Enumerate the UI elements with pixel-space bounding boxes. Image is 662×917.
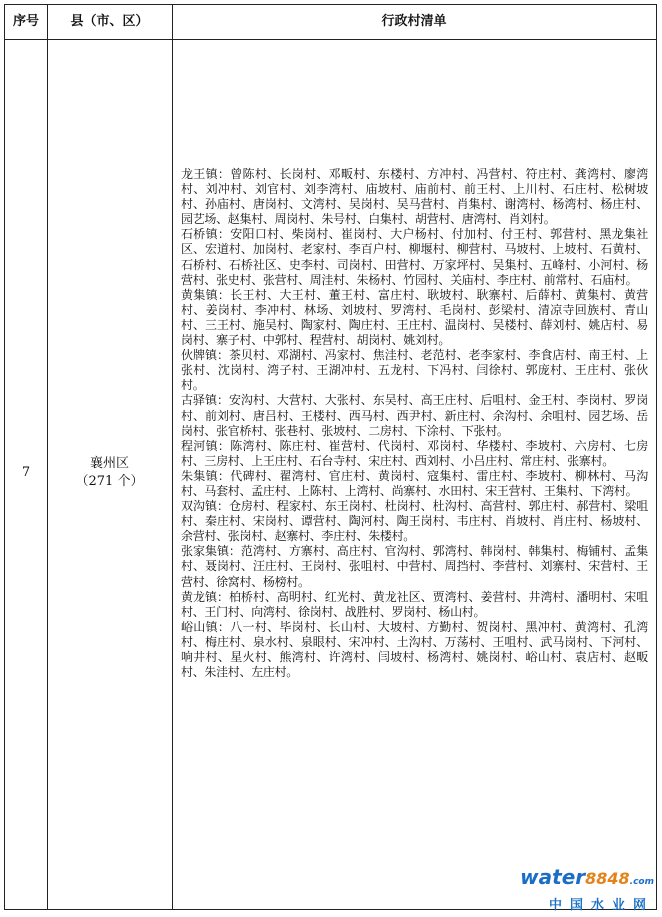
town-villages: 长王村、大王村、董王村、富庄村、耿坡村、耿寨村、后薛村、黄集村、黄营村、姜岗村、李冲村、林场、刘坡村、罗湾村、毛岗村、彭梁村、清凉寺回族村、青山村、三王村、施吴村、陶家村、陶庄村、王庄村、温岗村、吴楼村、薛刘村、姚店村、易岗村、寨子村、中郭村、程营村、胡岗村、姚刘村。	[181, 287, 648, 348]
county-count: （271 个）	[75, 474, 144, 489]
town-entry	[181, 167, 648, 227]
town-entry	[181, 499, 648, 544]
town-villages: 安沟村、大营村、大张村、东吴村、高王庄村、后咀村、金王村、李岗村、罗岗村、前刘村、唐吕村、王楼村、西马村、西尹村、新庄村、余沟村、余咀村、园艺场、岳岗村、张官桥村、张巷村、张坡村、二房村、下涂村、下张村。	[181, 393, 648, 438]
header-county: 县（市、区）	[70, 14, 149, 29]
town-entry	[181, 620, 648, 680]
town-entry	[181, 227, 648, 287]
town-entry	[181, 288, 648, 348]
town-entry	[181, 439, 648, 469]
town-villages: 陈湾村、陈庄村、崔营村、代岗村、邓岗村、华楼村、李坡村、六房村、七房村、三房村、上王庄村、石台寺村、宋庄村、西刘村、小吕庄村、常庄村、张寨村。	[181, 438, 648, 468]
town-name: 龙王镇：	[181, 167, 231, 181]
town-entry	[181, 469, 648, 499]
row-county	[47, 455, 172, 491]
town-villages: 八一村、毕岗村、长山村、大坡村、方勤村、贺岗村、黑冲村、黄湾村、孔湾村、梅庄村、泉水村、泉眼村、宋冲村、土沟村、万荡村、王咀村、武马岗村、下河村、响井村、星火村、熊湾村、许湾村、闫坡村、杨湾村、姚岗村、峪山村、袁店村、赵畈村、朱洼村、左庄村。	[181, 619, 648, 680]
town-villages: 曾陈村、长岗村、邓畈村、东楼村、方冲村、冯营村、符庄村、龚湾村、廖湾村、刘冲村、刘官村、刘李湾村、庙坡村、庙前村、前王村、上川村、石庄村、松树坡村、孙庙村、唐岗村、文湾村、吴岗村、吴马营村、肖集村、谢湾村、杨湾村、杨庄村、园艺场、赵集村、周岗村、朱号村、白集村、胡营村、唐湾村、肖刘村。	[181, 167, 648, 227]
town-name: 石桥镇：	[181, 227, 231, 242]
village-list	[181, 167, 648, 680]
village-table	[4, 4, 657, 910]
county-name: 襄州区	[89, 456, 129, 471]
town-name: 张家集镇：	[181, 544, 241, 559]
column-divider-2	[172, 5, 173, 909]
logo-number: 8848	[585, 869, 630, 888]
town-entry	[181, 544, 648, 589]
town-villages: 茶贝村、邓湖村、冯家村、焦洼村、老范村、老李家村、李食店村、南王村、上张村、沈岗村、湾子村、王湖冲村、五龙村、下冯村、闫徐村、郭庞村、王庄村、张伙村。	[181, 348, 648, 393]
town-name: 伙牌镇：	[181, 348, 229, 363]
town-name: 峪山镇：	[181, 619, 231, 634]
town-name: 黄集镇：	[181, 287, 231, 302]
table-header	[5, 5, 656, 40]
town-name: 黄龙镇：	[181, 589, 229, 604]
logo-brand: water	[520, 865, 586, 889]
town-entry	[181, 590, 648, 620]
town-villages: 代碑村、翟湾村、官庄村、黄岗村、寇集村、雷庄村、李坡村、柳林村、马沟村、马套村、孟庄村、上陈村、上湾村、尚寨村、水田村、宋王营村、王集村、下湾村。	[181, 468, 648, 498]
logo-suffix: .com	[629, 877, 654, 887]
logo-subtitle: 中国水业网	[548, 898, 654, 913]
town-entry	[181, 393, 648, 438]
town-name: 古驿镇：	[181, 393, 229, 408]
town-entry	[181, 348, 648, 393]
watermark-logo	[520, 867, 654, 913]
town-villages: 范湾村、方寨村、高庄村、官沟村、郭湾村、韩岗村、韩集村、梅铺村、孟集村、聂岗村、汪庄村、王岗村、张咀村、中营村、周挡村、李营村、刘寨村、宋营村、王营村、徐窝村、杨榜村。	[181, 544, 648, 589]
town-villages: 安阳口村、柴岗村、崔岗村、大户杨村、付加村、付王村、郭营村、黑龙集社区、宏道村、加岗村、老家村、李百户村、柳堰村、柳营村、马坡村、上坡村、石黄村、石桥村、石桥社区、史李村、司岗村、田营村、万家坪村、吴集村、五峰村、小河村、杨营村、张史村、张营村、周洼村、朱杨村、竹园村、关庙村、李庄村、前常村、石庙村。	[181, 227, 648, 287]
header-seq: 序号	[12, 14, 39, 29]
row-seq: 7	[21, 465, 31, 480]
header-village-list: 行政村清单	[381, 14, 447, 29]
town-name: 程河镇：	[181, 438, 231, 453]
town-villages: 柏桥村、高明村、红光村、黄龙社区、贾湾村、姜营村、井湾村、潘明村、宋咀村、王门村、向湾村、徐岗村、战胜村、罗岗村、杨山村。	[181, 589, 648, 619]
town-name: 朱集镇：	[181, 468, 231, 483]
town-villages: 仓房村、程家村、东王岗村、杜岗村、杜沟村、高营村、郭庄村、郝营村、梁咀村、秦庄村、宋岗村、谭营村、陶河村、陶王岗村、韦庄村、肖坡村、肖庄村、杨坡村、余营村、张岗村、赵寨村、李庄村、朱楼村。	[181, 499, 648, 544]
town-name: 双沟镇：	[181, 499, 229, 514]
